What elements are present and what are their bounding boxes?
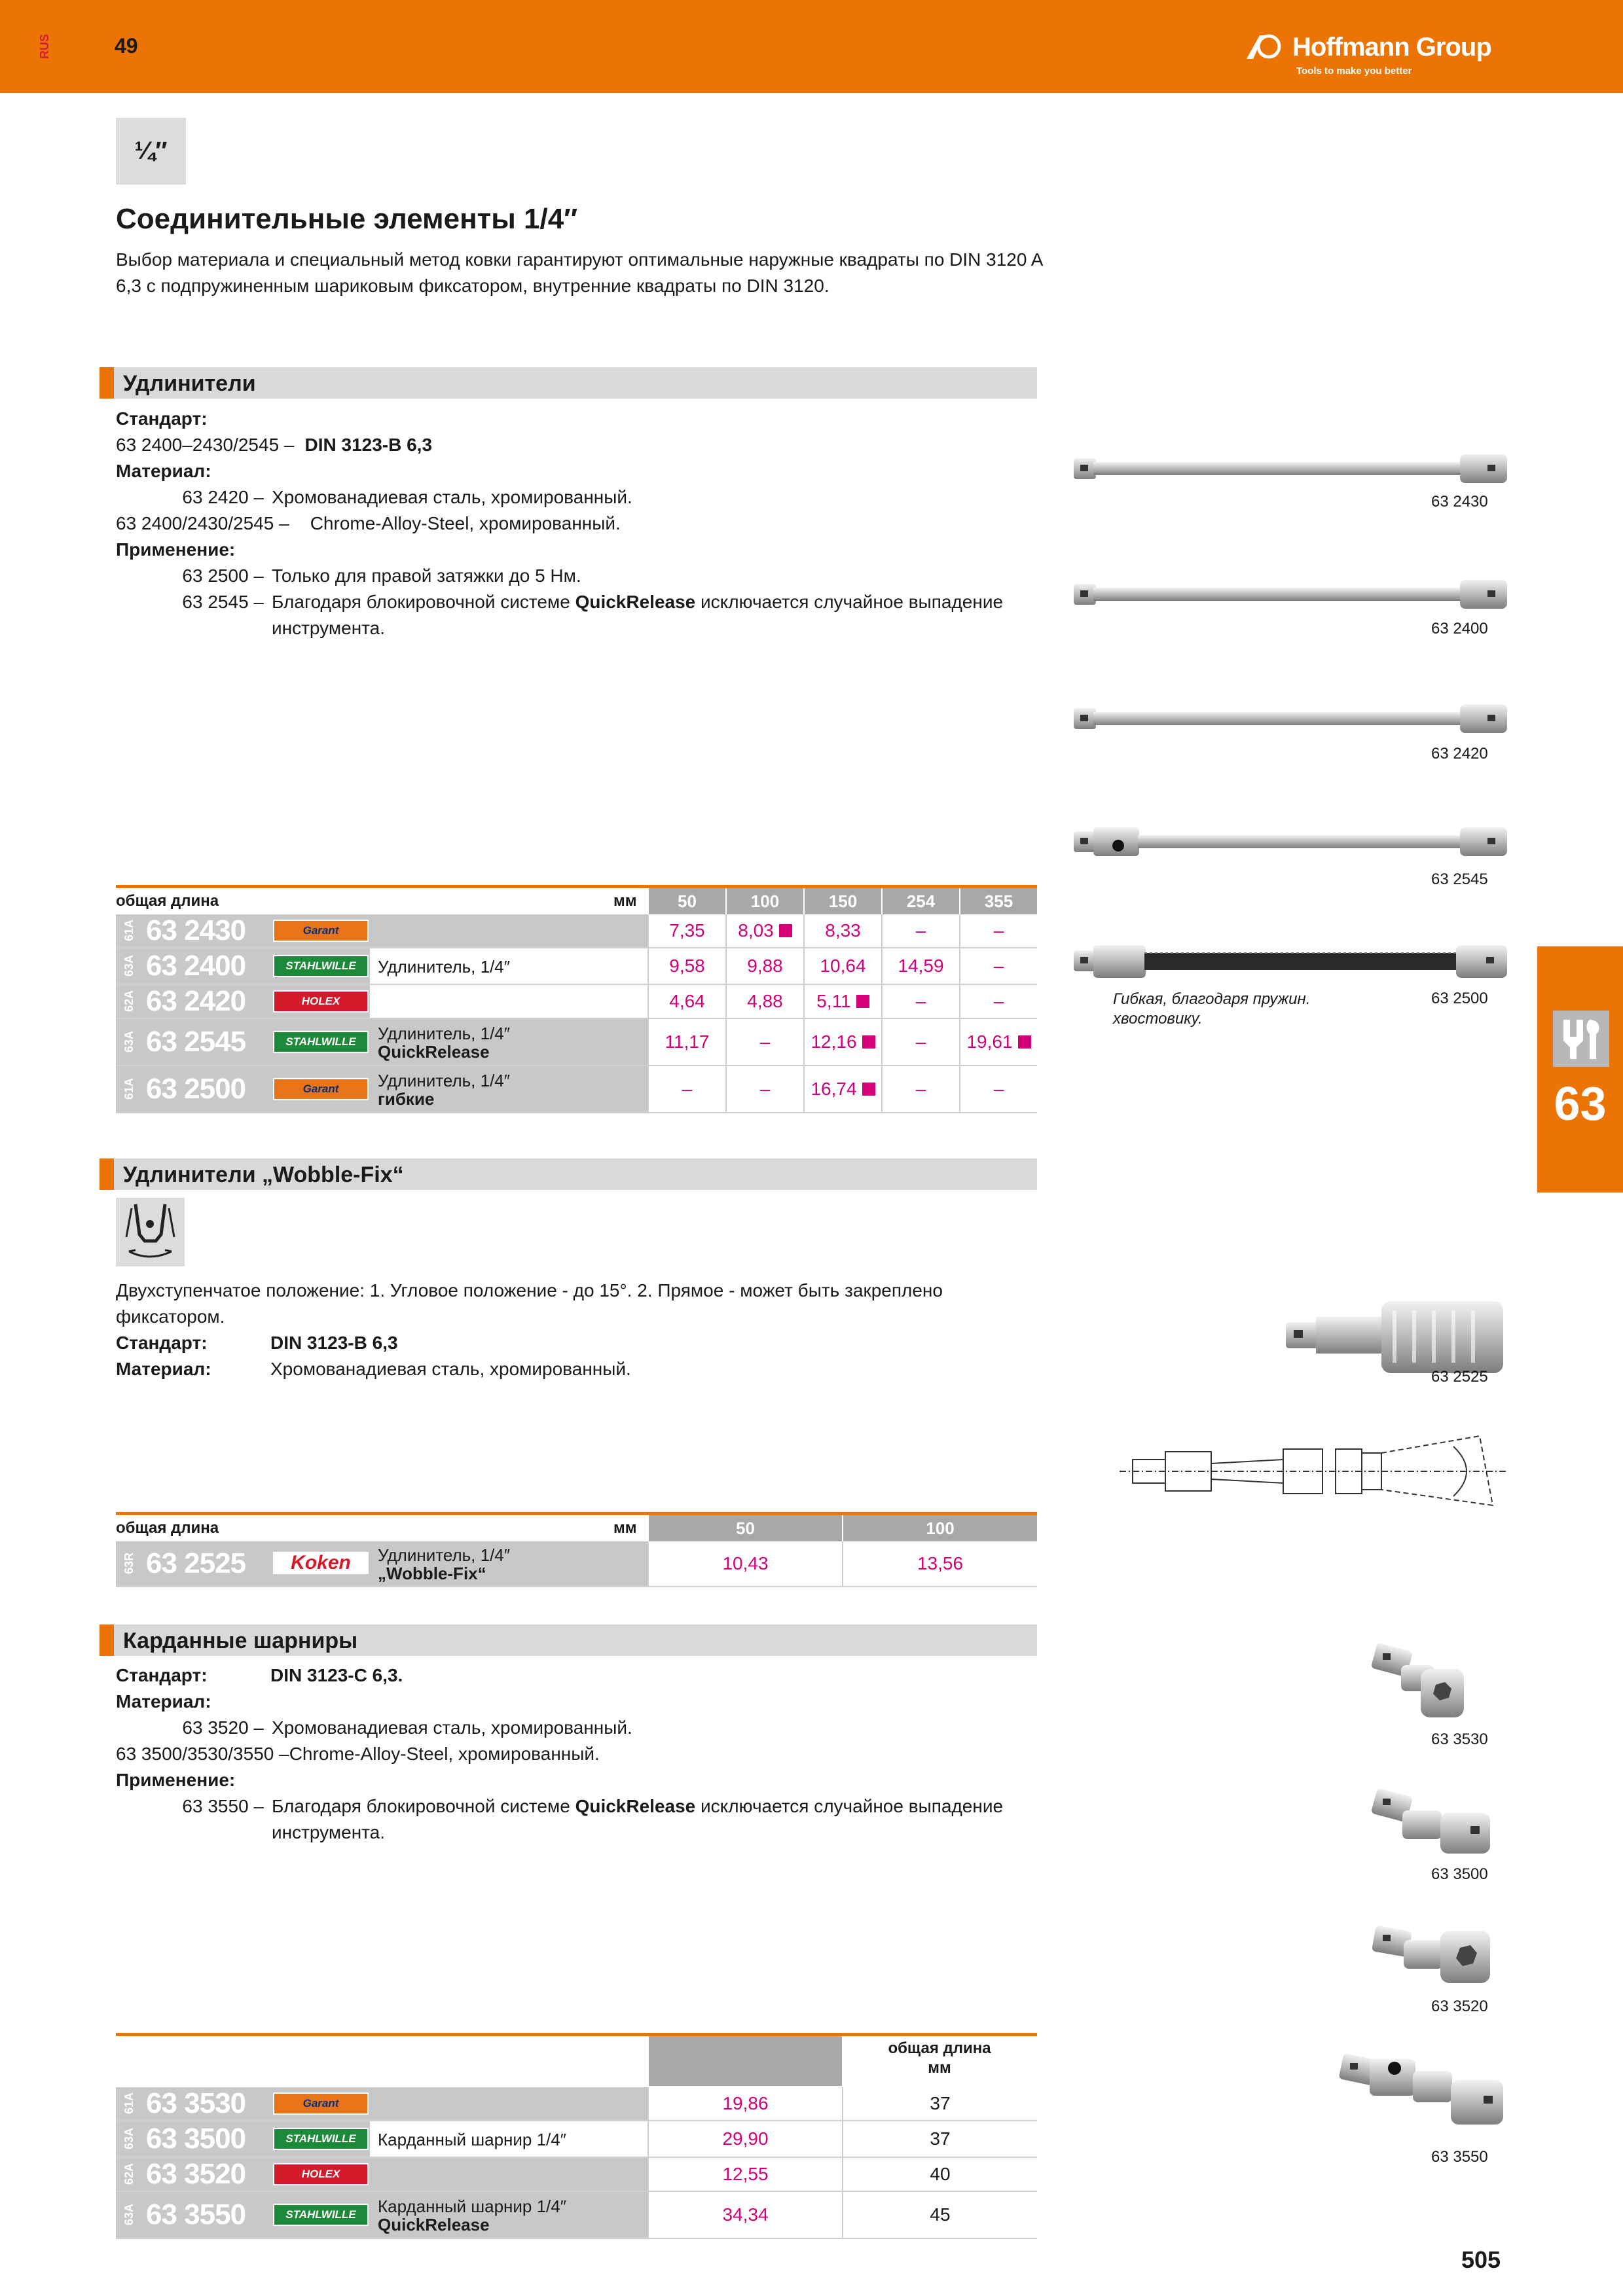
universal-joint-63-3530-image <box>1368 1641 1467 1720</box>
table-header <box>116 1515 1037 1541</box>
length-cell: 40 <box>842 2158 1037 2191</box>
application-codes: 63 2500 – <box>182 565 264 586</box>
brand-garant-logo: Garant <box>273 920 369 942</box>
brand-garant-logo: Garant <box>273 2092 369 2115</box>
wobble-specs <box>116 1330 631 1382</box>
standard-value: DIN 3123-C 6,3. <box>270 1665 403 1685</box>
material-row <box>116 484 1003 511</box>
article-number[interactable]: 63 3500 <box>146 2123 246 2155</box>
length-label: общая длина <box>116 892 219 910</box>
article-number[interactable]: 63 3520 <box>146 2158 246 2190</box>
material-codes: 63 2420 – <box>182 487 264 507</box>
material-text: Хромованадиевая сталь, хромированный. <box>272 487 632 507</box>
brand[interactable] <box>1244 26 1519 79</box>
image-caption: 63 2545 <box>1431 870 1488 888</box>
product-description: Удлинитель, 1/4″ „Wobble-Fix“ <box>378 1545 510 1583</box>
group-code: 62A <box>122 990 136 1013</box>
column-header: 50 <box>647 888 725 914</box>
section-accent <box>100 1624 114 1656</box>
brand-stahlwille-logo: STAHLWILLE <box>273 1031 369 1053</box>
section-accent <box>100 1158 114 1190</box>
section-universal-joints <box>100 1624 1037 1656</box>
application-row <box>116 1793 1003 1820</box>
group-code: 63A <box>122 955 136 977</box>
price-cell: – <box>647 1066 725 1112</box>
group-code: 63A <box>122 2128 136 2150</box>
price-cell: 16,74 <box>803 1066 881 1112</box>
section-accent <box>100 367 114 399</box>
brand-koken-logo: Koken <box>273 1552 369 1574</box>
header-bar <box>0 0 1623 93</box>
material-row <box>116 511 1003 537</box>
application-codes: 63 2545 – <box>182 592 264 612</box>
standard-head: Стандарт: <box>116 1665 208 1685</box>
group-code: 61A <box>122 2092 136 2115</box>
price-column-header <box>647 2036 842 2086</box>
price-cell: – <box>881 914 959 947</box>
flex-note: Гибкая, благодаря пружин. хвостовику. <box>1113 990 1311 1028</box>
universal-joint-63-3500-image <box>1368 1785 1493 1864</box>
brand-garant-logo: Garant <box>273 1078 369 1100</box>
unit-label: мм <box>613 892 637 910</box>
extension-63-2420-image <box>1074 700 1509 737</box>
section-title: Удлинители „Wobble-Fix“ <box>123 1162 404 1187</box>
length-cell: 45 <box>842 2192 1037 2238</box>
price-cell: 10,43 <box>647 1541 842 1586</box>
column-header: 150 <box>803 888 881 914</box>
length-cell: 37 <box>842 2087 1037 2120</box>
price-cell: – <box>959 985 1037 1018</box>
chapter-number: 63 <box>1554 1078 1607 1130</box>
material-head: Материал: <box>116 461 211 481</box>
article-number[interactable]: 63 2430 <box>146 914 246 946</box>
material-codes: 63 3500/3530/3550 – <box>116 1744 289 1764</box>
image-caption: 63 3500 <box>1431 1865 1488 1883</box>
product-description: Карданный шарнир 1/4″ QuickRelease <box>378 2197 566 2234</box>
standard-row <box>116 1330 631 1356</box>
material-value: Хромованадиевая сталь, хромированный. <box>270 1359 631 1379</box>
table-header <box>116 888 1037 914</box>
availability-mark-icon <box>1018 1035 1031 1049</box>
image-caption: 63 2430 <box>1431 493 1488 511</box>
image-caption: 63 3550 <box>1431 2148 1488 2166</box>
product-description: Карданный шарнир 1/4″ <box>378 2130 566 2149</box>
availability-mark-icon <box>779 924 792 937</box>
wobble-technical-drawing <box>1113 1433 1512 1512</box>
material-row <box>116 1356 631 1382</box>
article-number[interactable]: 63 2400 <box>146 950 246 982</box>
image-caption: 63 2500 <box>1431 990 1488 1007</box>
table-header <box>116 2036 1037 2087</box>
article-number[interactable]: 63 3550 <box>146 2198 246 2231</box>
column-header: 100 <box>842 1515 1037 1541</box>
product-description: Удлинитель, 1/4″ QuickRelease <box>378 1024 510 1062</box>
image-caption: 63 2400 <box>1431 620 1488 637</box>
wobble-angle-icon <box>116 1198 185 1266</box>
section-extensions <box>100 367 1037 399</box>
page-number: 505 <box>1461 2246 1501 2273</box>
length-column-header: общая длина мм <box>888 2039 991 2077</box>
standard-value: DIN 3123-B 6,3 <box>304 435 433 455</box>
column-header: 50 <box>647 1515 842 1541</box>
price-cell: – <box>959 914 1037 947</box>
universal-joint-63-3520-image <box>1368 1918 1493 1990</box>
material-row <box>116 1715 1003 1741</box>
material-codes: 63 2400/2430/2545 – <box>116 513 289 533</box>
section-wobble-fix <box>100 1158 1037 1190</box>
standard-head: Стандарт: <box>116 408 208 429</box>
table-row[interactable] <box>116 2121 1037 2158</box>
column-header: 100 <box>725 888 803 914</box>
extensions-specs <box>116 406 1003 641</box>
price-cell: – <box>959 1066 1037 1112</box>
group-code: 61A <box>122 1078 136 1100</box>
standard-codes: 63 2400–2430/2545 – <box>116 435 295 455</box>
image-caption: 63 2420 <box>1431 745 1488 762</box>
price-cell: 5,11 <box>803 985 881 1018</box>
intro-text: Выбор материала и специальный метод ковки гарантируют оптимальные наружные квадраты по DIN 3120 A 6,3 с подпружиненным шариковым фиксатором, внутренние квадраты по DIN 3120. <box>116 249 1042 296</box>
price-cell: 34,34 <box>647 2192 842 2238</box>
brand-holex-logo: HOLEX <box>273 990 369 1013</box>
length-label: общая длина <box>116 1519 219 1537</box>
price-cell: 12,16 <box>803 1019 881 1065</box>
price-cell: 14,59 <box>881 948 959 984</box>
availability-mark-icon <box>862 1035 875 1049</box>
price-cell: – <box>725 1019 803 1065</box>
material-head: Материал: <box>116 1359 211 1379</box>
table-row[interactable] <box>116 2192 1037 2239</box>
price-cell: – <box>959 948 1037 984</box>
joints-table <box>116 2033 1037 2239</box>
price-cell: 4,88 <box>725 985 803 1018</box>
table-row[interactable] <box>116 2087 1037 2121</box>
application-row <box>116 615 1003 641</box>
table-row[interactable] <box>116 985 1037 1019</box>
application-text: Благодаря блокировочной системе QuickRelease исключается случайное выпадение <box>272 1796 1004 1816</box>
hoffmann-logo-icon <box>1244 31 1290 62</box>
group-code: 62A <box>122 2163 136 2185</box>
article-number[interactable]: 63 2525 <box>146 1547 246 1579</box>
price-cell: 7,35 <box>647 914 725 947</box>
application-text: Только для правой затяжки до 5 Нм. <box>272 565 581 586</box>
extension-63-2400-image <box>1074 576 1509 613</box>
price-cell: 9,88 <box>725 948 803 984</box>
price-cell: 10,64 <box>803 948 881 984</box>
joints-specs <box>116 1662 1003 1846</box>
chapter-side-tab[interactable] <box>1537 946 1623 1193</box>
article-number[interactable]: 63 2420 <box>146 985 246 1017</box>
article-number[interactable]: 63 2545 <box>146 1026 246 1058</box>
table-row[interactable] <box>116 1066 1037 1113</box>
material-text: Хромованадиевая сталь, хромированный. <box>272 1717 632 1738</box>
wobble-description: Двухступенчатое положение: 1. Угловое положение - до 15°. 2. Прямое - может быть закреплено фиксатором. <box>116 1280 943 1327</box>
price-cell: – <box>881 1066 959 1112</box>
price-cell: 11,17 <box>647 1019 725 1065</box>
article-number[interactable]: 63 3530 <box>146 2087 246 2119</box>
extensions-table <box>116 885 1037 1113</box>
product-description: Удлинитель, 1/4″ <box>378 957 510 977</box>
extension-63-2545-image <box>1074 822 1509 861</box>
section-title: Карданные шарниры <box>123 1628 358 1653</box>
brand-tagline: Tools to make you better <box>1296 65 1412 77</box>
application-text: Благодаря блокировочной системе QuickRelease исключается случайное выпадение <box>272 592 1004 612</box>
material-row <box>116 1741 1003 1767</box>
length-cell: 37 <box>842 2121 1037 2157</box>
price-cell: 29,90 <box>647 2121 842 2157</box>
application-text-line2: инструмента. <box>272 1822 386 1842</box>
price-cell: 19,86 <box>647 2087 842 2120</box>
price-cell: 13,56 <box>842 1541 1037 1586</box>
brand-stahlwille-logo: STAHLWILLE <box>273 955 369 977</box>
price-cell: – <box>881 985 959 1018</box>
language-tag: RUS <box>38 34 51 60</box>
material-text: Chrome-Alloy-Steel, хромированный. <box>310 513 621 533</box>
application-row <box>116 1820 1003 1846</box>
brand-holex-logo: HOLEX <box>273 2163 369 2185</box>
size-badge: ¼″ <box>116 118 186 185</box>
availability-mark-icon <box>856 995 869 1008</box>
brand-stahlwille-logo: STAHLWILLE <box>273 2204 369 2226</box>
group-code: 63R <box>122 1552 136 1575</box>
group-code: 63A <box>122 2204 136 2226</box>
standard-head: Стандарт: <box>116 1333 208 1353</box>
group-code: 61A <box>122 920 136 942</box>
extension-63-2430-image <box>1074 450 1509 487</box>
column-header: 355 <box>959 888 1037 914</box>
material-codes: 63 3520 – <box>182 1717 264 1738</box>
image-caption: 63 2525 <box>1431 1368 1488 1386</box>
group-code: 63A <box>122 1031 136 1053</box>
universal-joint-63-3550-image <box>1336 2049 1506 2134</box>
table-row[interactable] <box>116 2158 1037 2192</box>
standard-row <box>116 432 1003 458</box>
table-row[interactable] <box>116 948 1037 985</box>
column-header: 254 <box>881 888 959 914</box>
image-caption: 63 3520 <box>1431 1998 1488 2015</box>
price-cell: 4,64 <box>647 985 725 1018</box>
brand-stahlwille-logo: STAHLWILLE <box>273 2128 369 2150</box>
section-title: Удлинители <box>123 371 256 396</box>
price-cell: 19,61 <box>959 1019 1037 1065</box>
price-cell: – <box>725 1066 803 1112</box>
price-cell: – <box>881 1019 959 1065</box>
chapter-page-number: 49 <box>115 34 138 58</box>
standard-row <box>116 1662 1003 1689</box>
application-row <box>116 589 1003 615</box>
price-cell: 9,58 <box>647 948 725 984</box>
table-row[interactable] <box>116 914 1037 948</box>
material-text: Chrome-Alloy-Steel, хромированный. <box>289 1744 600 1764</box>
price-cell: 8,03 <box>725 914 803 947</box>
material-head: Материал: <box>116 1691 211 1712</box>
price-cell: 12,55 <box>647 2158 842 2191</box>
availability-mark-icon <box>862 1083 875 1096</box>
page-title: Соединительные элементы 1/4″ <box>116 203 578 235</box>
application-head: Применение: <box>116 1770 236 1790</box>
tools-chapter-icon <box>1553 1011 1609 1067</box>
brand-name: Hoffmann Group <box>1292 33 1491 62</box>
application-text-line2: инструмента. <box>272 618 386 638</box>
application-head: Применение: <box>116 539 236 560</box>
price-cell: 8,33 <box>803 914 881 947</box>
table-row[interactable] <box>116 1541 1037 1587</box>
wobble-table <box>116 1512 1037 1587</box>
article-number[interactable]: 63 2500 <box>146 1073 246 1105</box>
application-codes: 63 3550 – <box>182 1796 264 1816</box>
table-row[interactable] <box>116 1019 1037 1066</box>
product-description: Удлинитель, 1/4″ гибкие <box>378 1071 510 1109</box>
image-caption: 63 3530 <box>1431 1731 1488 1748</box>
standard-value: DIN 3123-B 6,3 <box>270 1333 398 1353</box>
unit-label: мм <box>613 1519 637 1537</box>
extension-63-2500-flexible-image <box>1074 939 1509 984</box>
application-row <box>116 563 1003 589</box>
